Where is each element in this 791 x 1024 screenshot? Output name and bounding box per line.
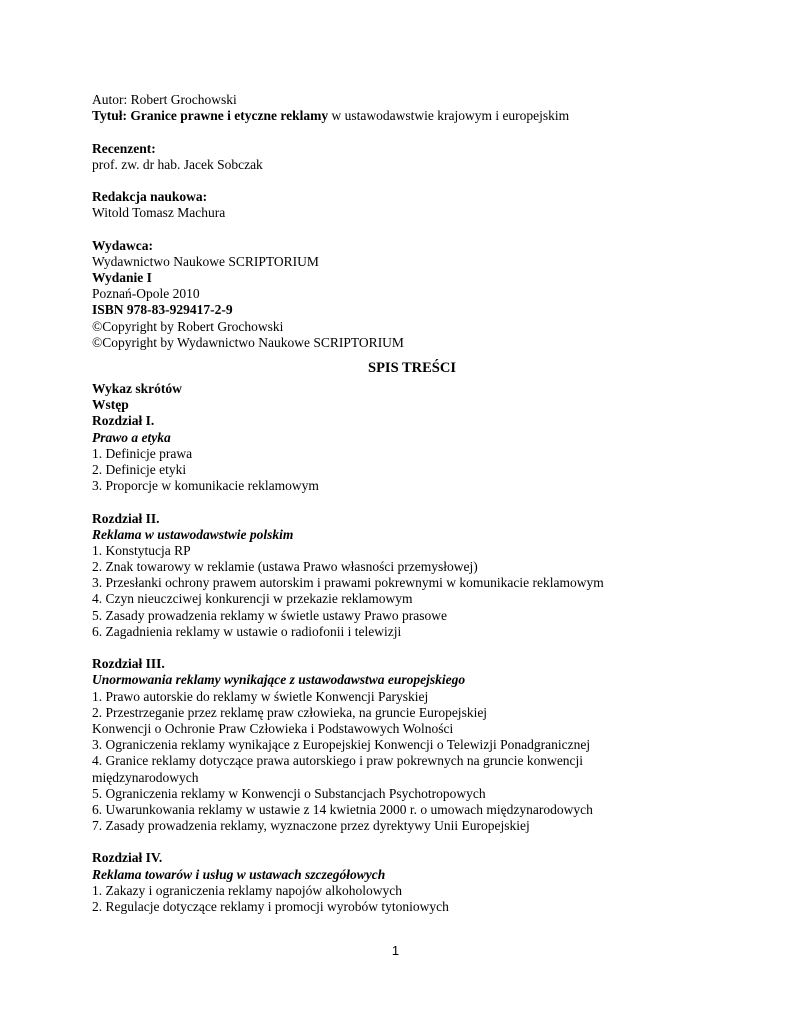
toc-item: 6. Zagadnienia reklamy w ustawie o radiofonii i telewizji [92, 623, 402, 639]
place-year: Poznań-Opole 2010 [92, 286, 200, 302]
chapter-2-label: Rozdział II. [92, 510, 160, 526]
copyright-author: ©Copyright by Robert Grochowski [92, 318, 284, 334]
toc-item: międzynarodowych [92, 769, 199, 785]
page-number: 1 [391, 943, 400, 958]
toc-item: 6. Uwarunkowania reklamy w ustawie z 14 kwietnia 2000 r. o umowach międzynarodowych [92, 801, 593, 817]
title-line [92, 108, 732, 124]
isbn: ISBN 978-83-929417-2-9 [92, 302, 233, 318]
chapter-1-label: Rozdział I. [92, 413, 155, 429]
publisher-label: Wydawca: [92, 237, 153, 253]
toc-item: 3. Proporcje w komunikacie reklamowym [92, 478, 319, 494]
toc-item: 2. Definicje etyki [92, 461, 187, 477]
toc-item: 3. Ograniczenia reklamy wynikające z Europejskiej Konwencji o Telewizji Ponadgranicznej [92, 737, 591, 753]
toc-item: 1. Prawo autorskie do reklamy w świetle Konwencji Paryskiej [92, 688, 429, 704]
edition: Wydanie I [92, 270, 152, 286]
chapter-3-label: Rozdział III. [92, 656, 165, 672]
author-line: Autor: Robert Grochowski [92, 92, 237, 107]
toc-item: 1. Definicje prawa [92, 445, 193, 461]
chapter-2-subtitle: Reklama w ustawodawstwie polskim [92, 526, 294, 542]
toc-item: 7. Zasady prowadzenia reklamy, wyznaczone przez dyrektywy Unii Europejskiej [92, 818, 530, 834]
toc-item: 1. Konstytucja RP [92, 542, 191, 558]
title-rest: w ustawodawstwie krajowym i europejskim [328, 108, 570, 124]
toc-item: 2. Regulacje dotyczące reklamy i promocji wyrobów tytoniowych [92, 899, 449, 914]
chapter-4-label: Rozdział IV. [92, 850, 163, 866]
toc-intro: Wstęp [92, 397, 129, 413]
title-label: Tytuł: Granice prawne i etyczne reklamy [92, 108, 329, 124]
chapter-4-subtitle: Reklama towarów i usług w ustawach szczegółowych [92, 866, 386, 882]
toc-item: 4. Czyn nieuczciwej konkurencji w przekazie reklamowym [92, 591, 413, 607]
toc-item: 3. Przesłanki ochrony prawem autorskim i prawami pokrewnymi w komunikacie reklamowym [92, 575, 604, 591]
toc-item: 1. Zakazy i ograniczenia reklamy napojów alkoholowych [92, 882, 403, 898]
copyright-publisher: ©Copyright by Wydawnictwo Naukowe SCRIPTORIUM [92, 334, 404, 350]
editor-label: Redakcja naukowa: [92, 189, 208, 205]
reviewer-name: prof. zw. dr hab. Jacek Sobczak [92, 156, 263, 172]
document-page [92, 92, 732, 915]
reviewer-label: Recenzent: [92, 140, 156, 156]
chapter-3-subtitle: Unormowania reklamy wynikające z ustawodawstwa europejskiego [92, 672, 466, 688]
toc-item: 4. Granice reklamy dotyczące prawa autorskiego i praw pokrewnych na gruncie konwencji [92, 753, 584, 769]
chapter-1-subtitle: Prawo a etyka [92, 429, 171, 445]
editor-name: Witold Tomasz Machura [92, 205, 226, 221]
toc-item: Konwencji o Ochronie Praw Człowieka i Podstawowych Wolności [92, 720, 454, 736]
toc-abbreviations: Wykaz skrótów [92, 381, 182, 396]
publisher-name: Wydawnictwo Naukowe SCRIPTORIUM [92, 253, 319, 269]
toc-item: 5. Zasady prowadzenia reklamy w świetle ustawy Prawo prasowe [92, 607, 448, 623]
toc-item: 5. Ograniczenia reklamy w Konwencji o Substancjach Psychotropowych [92, 785, 486, 801]
toc-title: SPIS TREŚCI [368, 360, 456, 376]
toc-item: 2. Przestrzeganie przez reklamę praw człowieka, na gruncie Europejskiej [92, 704, 488, 720]
toc-item: 2. Znak towarowy w reklamie (ustawa Prawo własności przemysłowej) [92, 559, 478, 575]
